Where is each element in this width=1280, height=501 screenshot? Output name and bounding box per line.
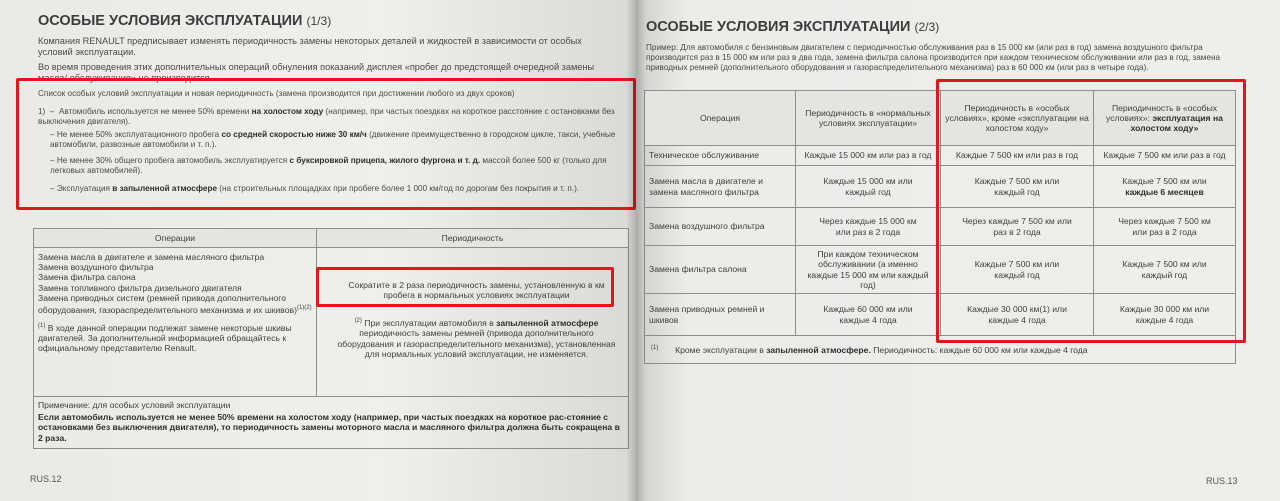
condition-2: – Не менее 50% эксплуатационного пробега со средней скоростью ниже 30 км/ч (движение преимущественно в городском цикле, такси, учебные автомобили, развозные автомобили и т. п.). — [50, 130, 616, 149]
left-page — [0, 0, 636, 501]
right-page — [636, 0, 1280, 501]
op-item: Замена топливного фильтра дизельного двигателя — [38, 282, 242, 293]
row-special: Каждые 7 500 км или каждый год — [941, 246, 1094, 294]
idle-text: Через каждые 7 500 км или раз в 2 года — [1118, 216, 1211, 237]
row-normal: Через каждые 15 000 км или раз в 2 года — [796, 208, 941, 246]
highlight-box-conditions — [16, 78, 636, 210]
col-header-operations: Операции — [34, 229, 317, 248]
condition-1: 1) – Автомобиль используется не менее 50% времени на холостом ходу (например, при частых поездках на короткое расстояние с остановками без выключения двигателя). — [38, 107, 615, 126]
footnote-text: В ходе данной операции подлежат замене некоторые шкивы двигателей. За дополнительной информацией обращайтесь к официальному представителю Renault. — [38, 322, 292, 354]
note-text: Если автомобиль используется не менее 50% времени на холостом ходу (например, при частых поездках на короткое рас-стояние с остановками без выключения двигателя), то периодичность замены моторного масла и масляного фильтра должна быть сокращена в 2 раза. — [38, 412, 620, 443]
row-special: Каждые 30 000 км(1) или каждые 4 года — [941, 294, 1094, 336]
footnote-text-end: Периодичность: каждые 60 000 км или каждые 4 года — [873, 345, 1088, 356]
highlight-box-period — [316, 267, 614, 307]
period-text: При эксплуатации автомобиля в — [364, 318, 494, 329]
col-header-operation: Операция — [645, 91, 796, 146]
condition-text: Автомобиль используется не менее 50% времени — [58, 107, 250, 116]
header-text: Периодичность в «особых условиях»: — [1106, 102, 1218, 123]
op-item: Замена воздушного фильтра — [38, 262, 154, 273]
footnote-text: Кроме эксплуатации в — [675, 345, 764, 356]
idle-text: Каждые 7 500 км или — [1122, 176, 1207, 187]
header-bold: эксплуатация на холостом ходу» — [1130, 112, 1223, 134]
footnote-mark: (1) — [651, 345, 659, 352]
condition-text-end: массой более 500 кг (только для легковых автомобилей). — [50, 156, 607, 175]
idle-text: Каждые 7 500 км или каждый год — [1122, 259, 1207, 280]
col-header-normal: Периодичность в «нормальных условиях эксплуатации» — [796, 91, 941, 146]
op-item: Замена фильтра салона — [38, 272, 136, 283]
row-operation: Техническое обслуживание — [645, 146, 796, 166]
intro-paragraph-2: Во время проведения этих дополнительных операций обнуления показаний дисплея «пробег до предстоящей очередной замены масла/ обслуживания» не производится. — [38, 62, 595, 84]
condition-bold: с буксировкой прицепа, жилого фургона и т. д. — [289, 156, 481, 165]
operations-cell — [34, 248, 317, 397]
row-operation: Замена приводных ремней и шкивов — [645, 294, 796, 336]
condition-text: Не менее 50% эксплуатационного пробега — [56, 130, 220, 139]
row-normal: При каждом техническом обслуживании (а именно каждые 15 000 км или каждый год) — [796, 246, 941, 294]
op-item: Замена масла в двигателе и замена масляного фильтра — [38, 252, 265, 262]
condition-bold: в запыленной атмосфере — [112, 184, 218, 193]
row-special: Каждые 7 500 км или каждый год — [941, 166, 1094, 208]
condition-3: – Не менее 30% общего пробега автомобиль эксплуатируется с буксировкой прицепа, жилого фургона и т. д. массой более 500 кг (только для легковых автомобилей). — [50, 156, 607, 175]
row-operation: Замена фильтра салона — [645, 246, 796, 294]
left-page-title — [38, 13, 331, 29]
condition-text-end: (движение преимущественно в городском цикле, такси, учебные автомобили, развозные автомобили и т. п.). — [50, 130, 616, 149]
condition-bold: на холостом ходу — [251, 107, 324, 116]
right-page-title — [646, 19, 939, 35]
condition-bold: со средней скоростью ниже 30 км/ч — [221, 130, 367, 139]
row-special: Каждые 7 500 км или раз в год — [941, 146, 1094, 166]
footnote-bold: запыленной атмосфере. — [766, 345, 871, 356]
op-superscript: (1)(2) — [296, 305, 312, 312]
footnote-mark: (2) — [354, 318, 362, 325]
op-text: Замена приводных систем (ремней привода дополнительного оборудования, газораспределительного механизма и их шкивов) — [38, 292, 297, 315]
page-number-left: RUS.12 — [30, 474, 62, 484]
condition-text: Не менее 30% общего пробега автомобиль эксплуатируется — [56, 156, 288, 165]
title-part: (2/3) — [914, 20, 940, 34]
title-text: ОСОБЫЕ УСЛОВИЯ ЭКСПЛУАТАЦИИ — [38, 13, 303, 29]
row-normal: Каждые 60 000 км или каждые 4 года — [796, 294, 941, 336]
row-operation: Замена воздушного фильтра — [645, 208, 796, 246]
row-special: Через каждые 7 500 км или раз в 2 года — [941, 208, 1094, 246]
idle-text: Каждые 7 500 км или раз в год — [1103, 150, 1226, 161]
row-normal: Каждые 15 000 км или каждый год — [796, 166, 941, 208]
note-cell — [34, 397, 629, 449]
intro-paragraph-1: Компания RENAULT предписывает изменять периодичность замены некоторых деталей и жидкостей в зависимости от особых условий эксплуатации. — [38, 36, 582, 58]
note-title: Примечание: для особых условий эксплуатации — [38, 400, 231, 410]
book-spine — [626, 0, 646, 501]
conditions-list-header: Список особых условий эксплуатации и новая периодичность (замена производится при достижении любого из двух сроков) — [38, 89, 515, 98]
row-normal: Каждые 15 000 км или раз в год — [796, 146, 941, 166]
idle-bold: каждые 6 месяцев — [1125, 186, 1204, 197]
op-footnote — [38, 321, 312, 353]
period-rule-2 — [335, 316, 618, 359]
row-operation: Замена масла в двигателе и замена масляного фильтра — [645, 166, 796, 208]
condition-text: Эксплуатация — [56, 184, 110, 193]
idle-text: Каждые 30 000 км или каждые 4 года — [1119, 304, 1210, 325]
example-paragraph: Пример: Для автомобиля с бензиновым двигателем с периодичностью обслуживания раз в 15 000 км (или раз в год) замена воздушного фильтра производится раз в 15 000 км или раз в два года, замена фильтра салона производится при каждом техническом обслуживании или раз в год, замена приводных ремней (дополнительного оборудования и газораспределительного механизма) раз в 60 000 км (или раз в четыре года). — [646, 43, 1221, 72]
title-part: (1/3) — [306, 14, 332, 28]
period-bold: запыленной атмосфере — [496, 318, 599, 329]
title-text: ОСОБЫЕ УСЛОВИЯ ЭКСПЛУАТАЦИИ — [646, 19, 911, 35]
condition-text-end: (например, при частых поездках на короткое расстояние с остановками без выключения двигателя). — [38, 107, 615, 126]
col-header-periodicity: Периодичность — [317, 229, 629, 248]
condition-number: 1) — [38, 107, 46, 116]
condition-text-end: (на строительных площадках при пробеге более 1 000 км/год по дорогам без покрытия и т. п.). — [219, 184, 580, 193]
condition-4: – Эксплуатация в запыленной атмосфере (на строительных площадках при пробеге более 1 000 км/год по дорогам без покрытия и т. п.). — [50, 184, 580, 193]
page-number-right: RUS.13 — [1206, 476, 1238, 486]
period-rule-1: Сократите в 2 раза периодичность замены, установленную в км пробега в нормальных условиях эксплуатации — [348, 280, 605, 301]
col-header-special: Периодичность в «особых условиях», кроме «эксплуатации на холостом ходу» — [941, 91, 1094, 146]
highlight-box-special-columns — [936, 79, 1246, 343]
period-text-end: периодичность замены ремней (привода дополнительного оборудования и газораспределительного механизма), установленная для нормальных условий эксплуатации, не изменяется. — [337, 328, 616, 359]
left-periodicity-table — [33, 228, 629, 449]
op-item — [38, 293, 312, 315]
footnote-mark: (1) — [38, 323, 46, 330]
